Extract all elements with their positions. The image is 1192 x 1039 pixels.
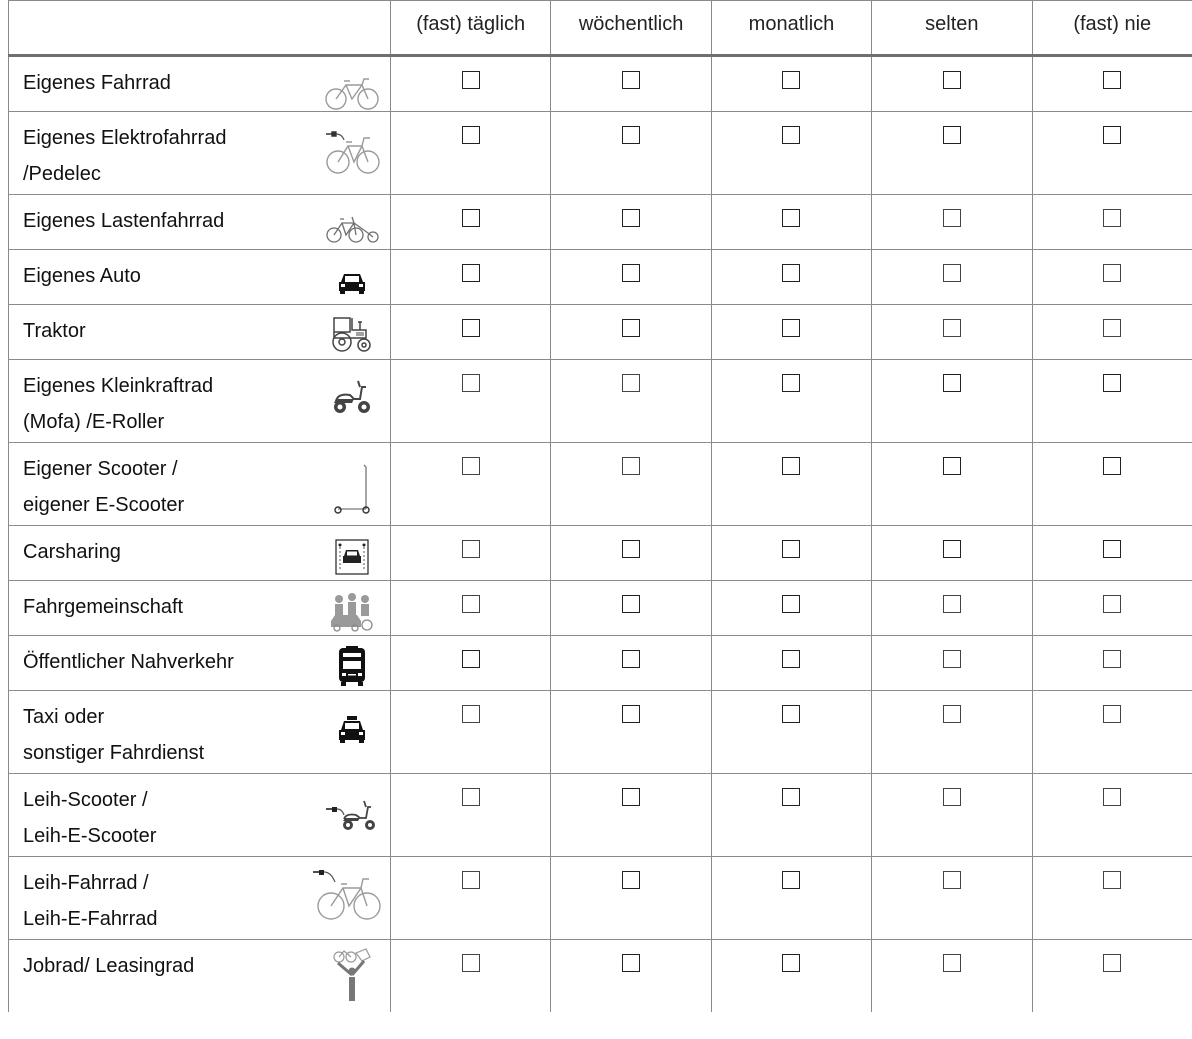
checkbox-weekly[interactable] [622, 457, 640, 475]
row-label-line1: Traktor [23, 320, 86, 342]
row-label-line1: Eigenes Elektrofahrrad [23, 127, 227, 149]
row-label-line2: eigener E-Scooter [23, 494, 185, 516]
checkbox-weekly[interactable] [622, 871, 640, 889]
row-label-line1: Carsharing [23, 541, 121, 563]
row-label-line2: (Mofa) /E-Roller [23, 411, 165, 433]
checkbox-monthly[interactable] [782, 650, 800, 668]
table-row [9, 250, 1192, 305]
row-label-line1: Eigenes Lastenfahrrad [23, 210, 225, 232]
checkbox-daily[interactable] [462, 705, 480, 723]
checkbox-monthly[interactable] [782, 540, 800, 558]
checkbox-rarely[interactable] [943, 457, 961, 475]
moped-icon [322, 372, 382, 422]
row-label-line1: Öffentlicher Nahverkehr [23, 651, 234, 673]
checkbox-never[interactable] [1103, 871, 1121, 889]
checkbox-daily[interactable] [462, 71, 480, 89]
checkbox-never[interactable] [1103, 595, 1121, 613]
checkbox-never[interactable] [1103, 650, 1121, 668]
checkbox-weekly[interactable] [622, 705, 640, 723]
table-row [9, 195, 1192, 250]
row-label-line1: Leih-Fahrrad / [23, 872, 149, 894]
checkbox-monthly[interactable] [782, 319, 800, 337]
row-label-line1: Taxi oder [23, 706, 105, 728]
checkbox-monthly[interactable] [782, 788, 800, 806]
checkbox-weekly[interactable] [622, 126, 640, 144]
row-label-line1: Jobrad/ Leasingrad [23, 955, 195, 977]
checkbox-monthly[interactable] [782, 71, 800, 89]
checkbox-daily[interactable] [462, 540, 480, 558]
row-label [9, 112, 391, 195]
table-row [9, 940, 1192, 1013]
row-label-line1: Eigenes Fahrrad [23, 72, 171, 94]
table-row [9, 774, 1192, 857]
checkbox-daily[interactable] [462, 264, 480, 282]
mobility-frequency-table [8, 0, 1192, 1012]
car-icon [322, 258, 382, 308]
row-label [9, 195, 391, 250]
checkbox-daily[interactable] [462, 954, 480, 972]
checkbox-daily[interactable] [462, 319, 480, 337]
row-label [9, 636, 391, 691]
table-row [9, 305, 1192, 360]
row-label [9, 581, 391, 636]
table-row [9, 581, 1192, 636]
e-bike-icon [322, 126, 382, 176]
column-header-monthly: monatlich [711, 1, 871, 56]
bus-icon [322, 642, 382, 692]
row-label [9, 940, 391, 1013]
checkbox-daily[interactable] [462, 871, 480, 889]
row-label [9, 526, 391, 581]
row-label [9, 774, 391, 857]
checkbox-never[interactable] [1103, 954, 1121, 972]
taxi-icon [322, 705, 382, 755]
table-row [9, 636, 1192, 691]
checkbox-rarely[interactable] [943, 871, 961, 889]
table-row [9, 691, 1192, 774]
table-row [9, 443, 1192, 526]
corner-cell [9, 1, 391, 56]
checkbox-monthly[interactable] [782, 595, 800, 613]
checkbox-daily[interactable] [462, 595, 480, 613]
checkbox-daily[interactable] [462, 374, 480, 392]
checkbox-weekly[interactable] [622, 319, 640, 337]
row-label-line2: Leih-E-Fahrrad [23, 908, 158, 930]
checkbox-rarely[interactable] [943, 71, 961, 89]
checkbox-weekly[interactable] [622, 595, 640, 613]
row-label [9, 443, 391, 526]
checkbox-weekly[interactable] [622, 71, 640, 89]
checkbox-rarely[interactable] [943, 126, 961, 144]
checkbox-never[interactable] [1103, 209, 1121, 227]
checkbox-weekly[interactable] [622, 209, 640, 227]
row-label [9, 305, 391, 360]
rental-bike-icon [310, 869, 386, 919]
checkbox-rarely[interactable] [943, 650, 961, 668]
kick-scooter-icon [322, 465, 382, 515]
checkbox-never[interactable] [1103, 71, 1121, 89]
checkbox-rarely[interactable] [943, 264, 961, 282]
cargo-bike-icon [322, 203, 382, 253]
row-label [9, 250, 391, 305]
checkbox-daily[interactable] [462, 788, 480, 806]
checkbox-never[interactable] [1103, 126, 1121, 144]
column-header-rarely: selten [872, 1, 1032, 56]
checkbox-daily[interactable] [462, 209, 480, 227]
table-row [9, 526, 1192, 581]
checkbox-never[interactable] [1103, 540, 1121, 558]
row-label [9, 857, 391, 940]
checkbox-monthly[interactable] [782, 209, 800, 227]
checkbox-weekly[interactable] [622, 650, 640, 668]
checkbox-rarely[interactable] [943, 374, 961, 392]
row-label-line2: Leih-E-Scooter [23, 825, 157, 847]
table-row [9, 112, 1192, 195]
jobrad-icon [322, 950, 382, 1000]
checkbox-never[interactable] [1103, 374, 1121, 392]
checkbox-weekly[interactable] [622, 540, 640, 558]
checkbox-rarely[interactable] [943, 540, 961, 558]
table-row [9, 360, 1192, 443]
checkbox-rarely[interactable] [943, 595, 961, 613]
checkbox-daily[interactable] [462, 457, 480, 475]
row-label-line1: Fahrgemeinschaft [23, 596, 184, 618]
row-label-line1: Eigenes Kleinkraftrad [23, 375, 214, 397]
checkbox-rarely[interactable] [943, 209, 961, 227]
column-header-never: (fast) nie [1032, 1, 1192, 56]
checkbox-monthly[interactable] [782, 705, 800, 723]
row-label-line2: /Pedelec [23, 163, 101, 185]
checkbox-never[interactable] [1103, 705, 1121, 723]
checkbox-monthly[interactable] [782, 954, 800, 972]
row-label-line1: Eigener Scooter / [23, 458, 178, 480]
checkbox-weekly[interactable] [622, 374, 640, 392]
checkbox-monthly[interactable] [782, 871, 800, 889]
carpool-icon [322, 587, 382, 637]
row-label-line1: Eigenes Auto [23, 265, 141, 287]
checkbox-rarely[interactable] [943, 705, 961, 723]
checkbox-weekly[interactable] [622, 264, 640, 282]
checkbox-daily[interactable] [462, 650, 480, 668]
tractor-icon [322, 309, 382, 359]
checkbox-rarely[interactable] [943, 788, 961, 806]
row-label [9, 691, 391, 774]
checkbox-never[interactable] [1103, 319, 1121, 337]
checkbox-weekly[interactable] [622, 954, 640, 972]
row-label [9, 360, 391, 443]
checkbox-monthly[interactable] [782, 264, 800, 282]
checkbox-monthly[interactable] [782, 126, 800, 144]
table-row [9, 857, 1192, 940]
checkbox-rarely[interactable] [943, 954, 961, 972]
checkbox-rarely[interactable] [943, 319, 961, 337]
checkbox-never[interactable] [1103, 788, 1121, 806]
table-row [9, 56, 1192, 112]
row-label [9, 56, 391, 112]
checkbox-never[interactable] [1103, 457, 1121, 475]
rental-scooter-icon [322, 790, 382, 840]
checkbox-never[interactable] [1103, 264, 1121, 282]
row-label-line1: Leih-Scooter / [23, 789, 148, 811]
column-header-weekly: wöchentlich [551, 1, 711, 56]
checkbox-daily[interactable] [462, 126, 480, 144]
checkbox-monthly[interactable] [782, 374, 800, 392]
row-label-line2: sonstiger Fahrdienst [23, 742, 205, 764]
checkbox-weekly[interactable] [622, 788, 640, 806]
column-header-daily: (fast) täglich [391, 1, 551, 56]
carsharing-icon [322, 532, 382, 582]
checkbox-monthly[interactable] [782, 457, 800, 475]
header-row [9, 1, 1192, 56]
